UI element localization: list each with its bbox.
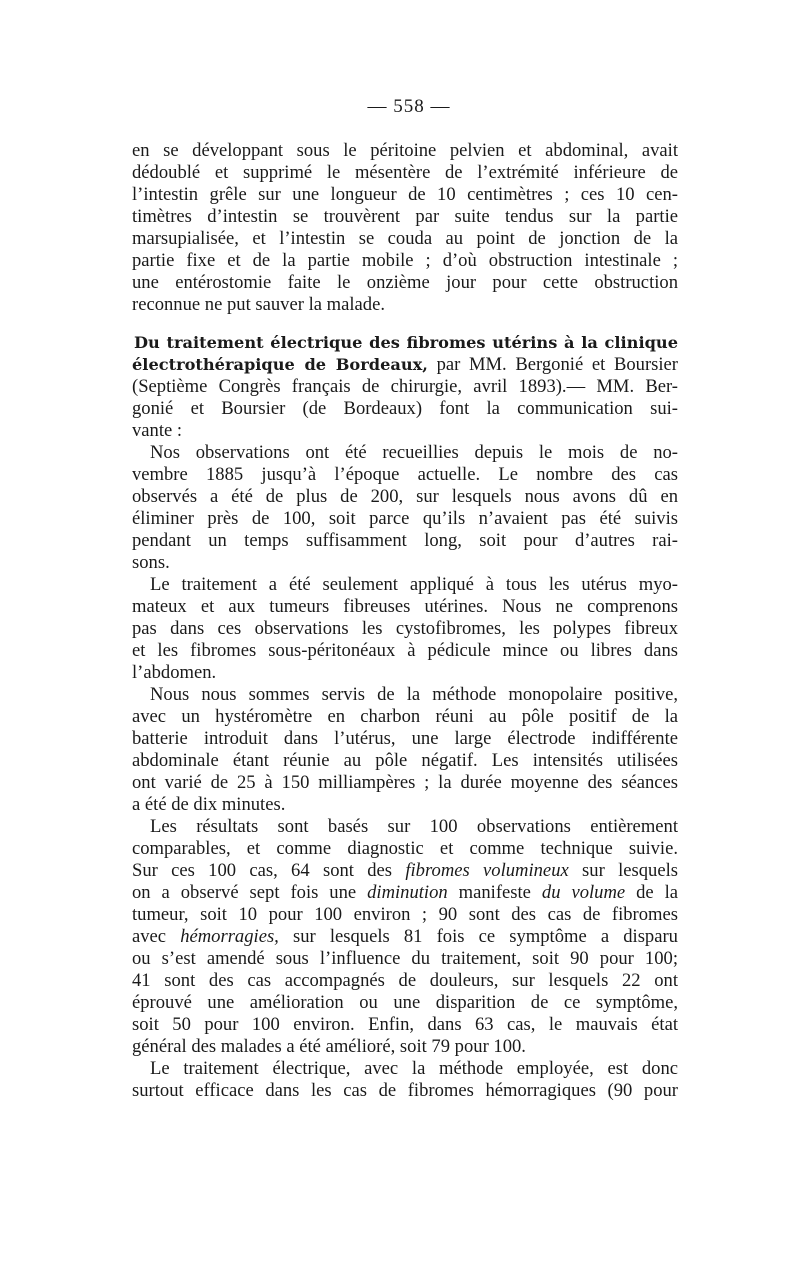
section-heading-paragraph [132, 332, 678, 442]
text-line: Le traitement a été seulement appliqué à tous les utérus myo- [150, 574, 678, 595]
text-line: vante : [132, 420, 183, 441]
italic-emphasis: du volume [541, 882, 626, 903]
section-title: Du traitement électrique des fibromes utérins à la clinique [134, 333, 678, 352]
text-line: une entérostomie faite le onzième jour pour cette obstruction [132, 272, 678, 293]
italic-emphasis: diminution [367, 882, 448, 903]
section-title-line [132, 354, 678, 376]
text-span: avec [132, 926, 181, 947]
text-line: timètres d’intestin se trouvèrent par suite tendus sur la partie [132, 206, 678, 227]
text-line: dédoublé et supprimé le mésentère de l’extrémité inférieure de [132, 162, 678, 183]
text-line: Le traitement électrique, avec la méthode employée, est donc [150, 1058, 678, 1079]
text-line: batterie introduit dans l’utérus, une large électrode indifférente [132, 728, 678, 749]
section-title-continued: électrothérapique de Bordeaux, [132, 355, 428, 374]
text-span: on a observé sept fois une [132, 882, 368, 903]
paragraph [132, 574, 678, 684]
text-span: Sur ces 100 cas, 64 sont des [132, 860, 406, 881]
italic-emphasis: fibromes volumineux [405, 860, 569, 881]
text-line: gonié et Boursier (de Bordeaux) font la communication sui- [132, 398, 678, 419]
paragraph [132, 442, 678, 574]
text-line: pas dans ces observations les cystofibromes, les polypes fibreux [132, 618, 678, 639]
text-line: abdominale étant réunie au pôle négatif. Les intensités utilisées [132, 750, 678, 771]
text-line: reconnue ne put sauver la malade. [132, 294, 385, 315]
text-line: éliminer près de 100, soit parce qu’ils n’avaient pas été suivis [132, 508, 678, 529]
text-line: ou s’est amendé sous l’influence du traitement, soit 90 pour 100; [132, 948, 678, 969]
text-line: 41 sont des cas accompagnés de douleurs, sur lesquels 22 ont [132, 970, 678, 991]
text-line [132, 926, 678, 948]
text-line [132, 860, 678, 882]
text-span: manifeste [447, 882, 542, 903]
text-line: tumeur, soit 10 pour 100 environ ; 90 sont des cas de fibromes [132, 904, 678, 925]
text-line: sons. [132, 552, 170, 573]
text-line: mateux et aux tumeurs fibreuses utérines. Nous ne comprenons [132, 596, 678, 617]
section-title-line [132, 332, 678, 354]
text-line [132, 882, 678, 904]
text-line: surtout efficace dans les cas de fibromes hémorragiques (90 pour [132, 1080, 678, 1101]
text-line: comparables, et comme diagnostic et comme technique suivie. [132, 838, 678, 859]
text-line: pendant un temps suffisamment long, soit pour d’autres rai- [132, 530, 678, 551]
text-span: sur lesquels 81 fois ce symptôme a disparu [278, 926, 678, 947]
text-line: vembre 1885 jusqu’à l’époque actuelle. Le nombre des cas [132, 464, 678, 485]
text-line: éprouvé une amélioration ou une disparition de ce symptôme, [132, 992, 678, 1013]
page-number: — 558 — [367, 96, 451, 117]
text-span: de la [625, 882, 679, 903]
paragraph-continuation [132, 140, 678, 316]
text-line: et les fibromes sous-péritonéaux à pédicule mince ou libres dans [132, 640, 678, 661]
text-line: soit 50 pour 100 environ. Enfin, dans 63 cas, le mauvais état [132, 1014, 678, 1035]
text-line: Nous nous sommes servis de la méthode monopolaire positive, [150, 684, 678, 705]
text-line: ont varié de 25 à 150 milliampères ; la durée moyenne des séances [132, 772, 678, 793]
text-line: partie fixe et de la partie mobile ; d’où obstruction intestinale ; [132, 250, 678, 271]
section-gap [132, 316, 678, 332]
text-line: avec un hystéromètre en charbon réuni au pôle positif de la [132, 706, 678, 727]
text-line: Les résultats sont basés sur 100 observations entièrement [150, 816, 678, 837]
paragraph [132, 1058, 678, 1102]
text-line: (Septième Congrès français de chirurgie, avril 1893).— MM. Ber- [132, 376, 678, 397]
text-span: sur lesquels [568, 860, 678, 881]
italic-emphasis: hémorragies, [180, 926, 279, 947]
paragraph [132, 684, 678, 816]
book-page [132, 96, 678, 1102]
text-line: Nos observations ont été recueillies depuis le mois de no- [150, 442, 678, 463]
text-line: général des malades a été amélioré, soit 79 pour 100. [132, 1036, 526, 1057]
text-line: en se développant sous le péritoine pelvien et abdominal, avait [132, 140, 678, 161]
text-line: marsupialisée, et l’intestin se couda au point de jonction de la [132, 228, 678, 249]
page-text [132, 140, 678, 1102]
text-line: a été de dix minutes. [132, 794, 286, 815]
text-line: l’abdomen. [132, 662, 217, 683]
section-authors: par MM. Bergonié et Boursier [427, 354, 678, 375]
text-line: l’intestin grêle sur une longueur de 10 centimètres ; ces 10 cen- [132, 184, 678, 205]
paragraph [132, 816, 678, 1058]
text-line: observés a été de plus de 200, sur lesquels nous avons dû en [132, 486, 678, 507]
